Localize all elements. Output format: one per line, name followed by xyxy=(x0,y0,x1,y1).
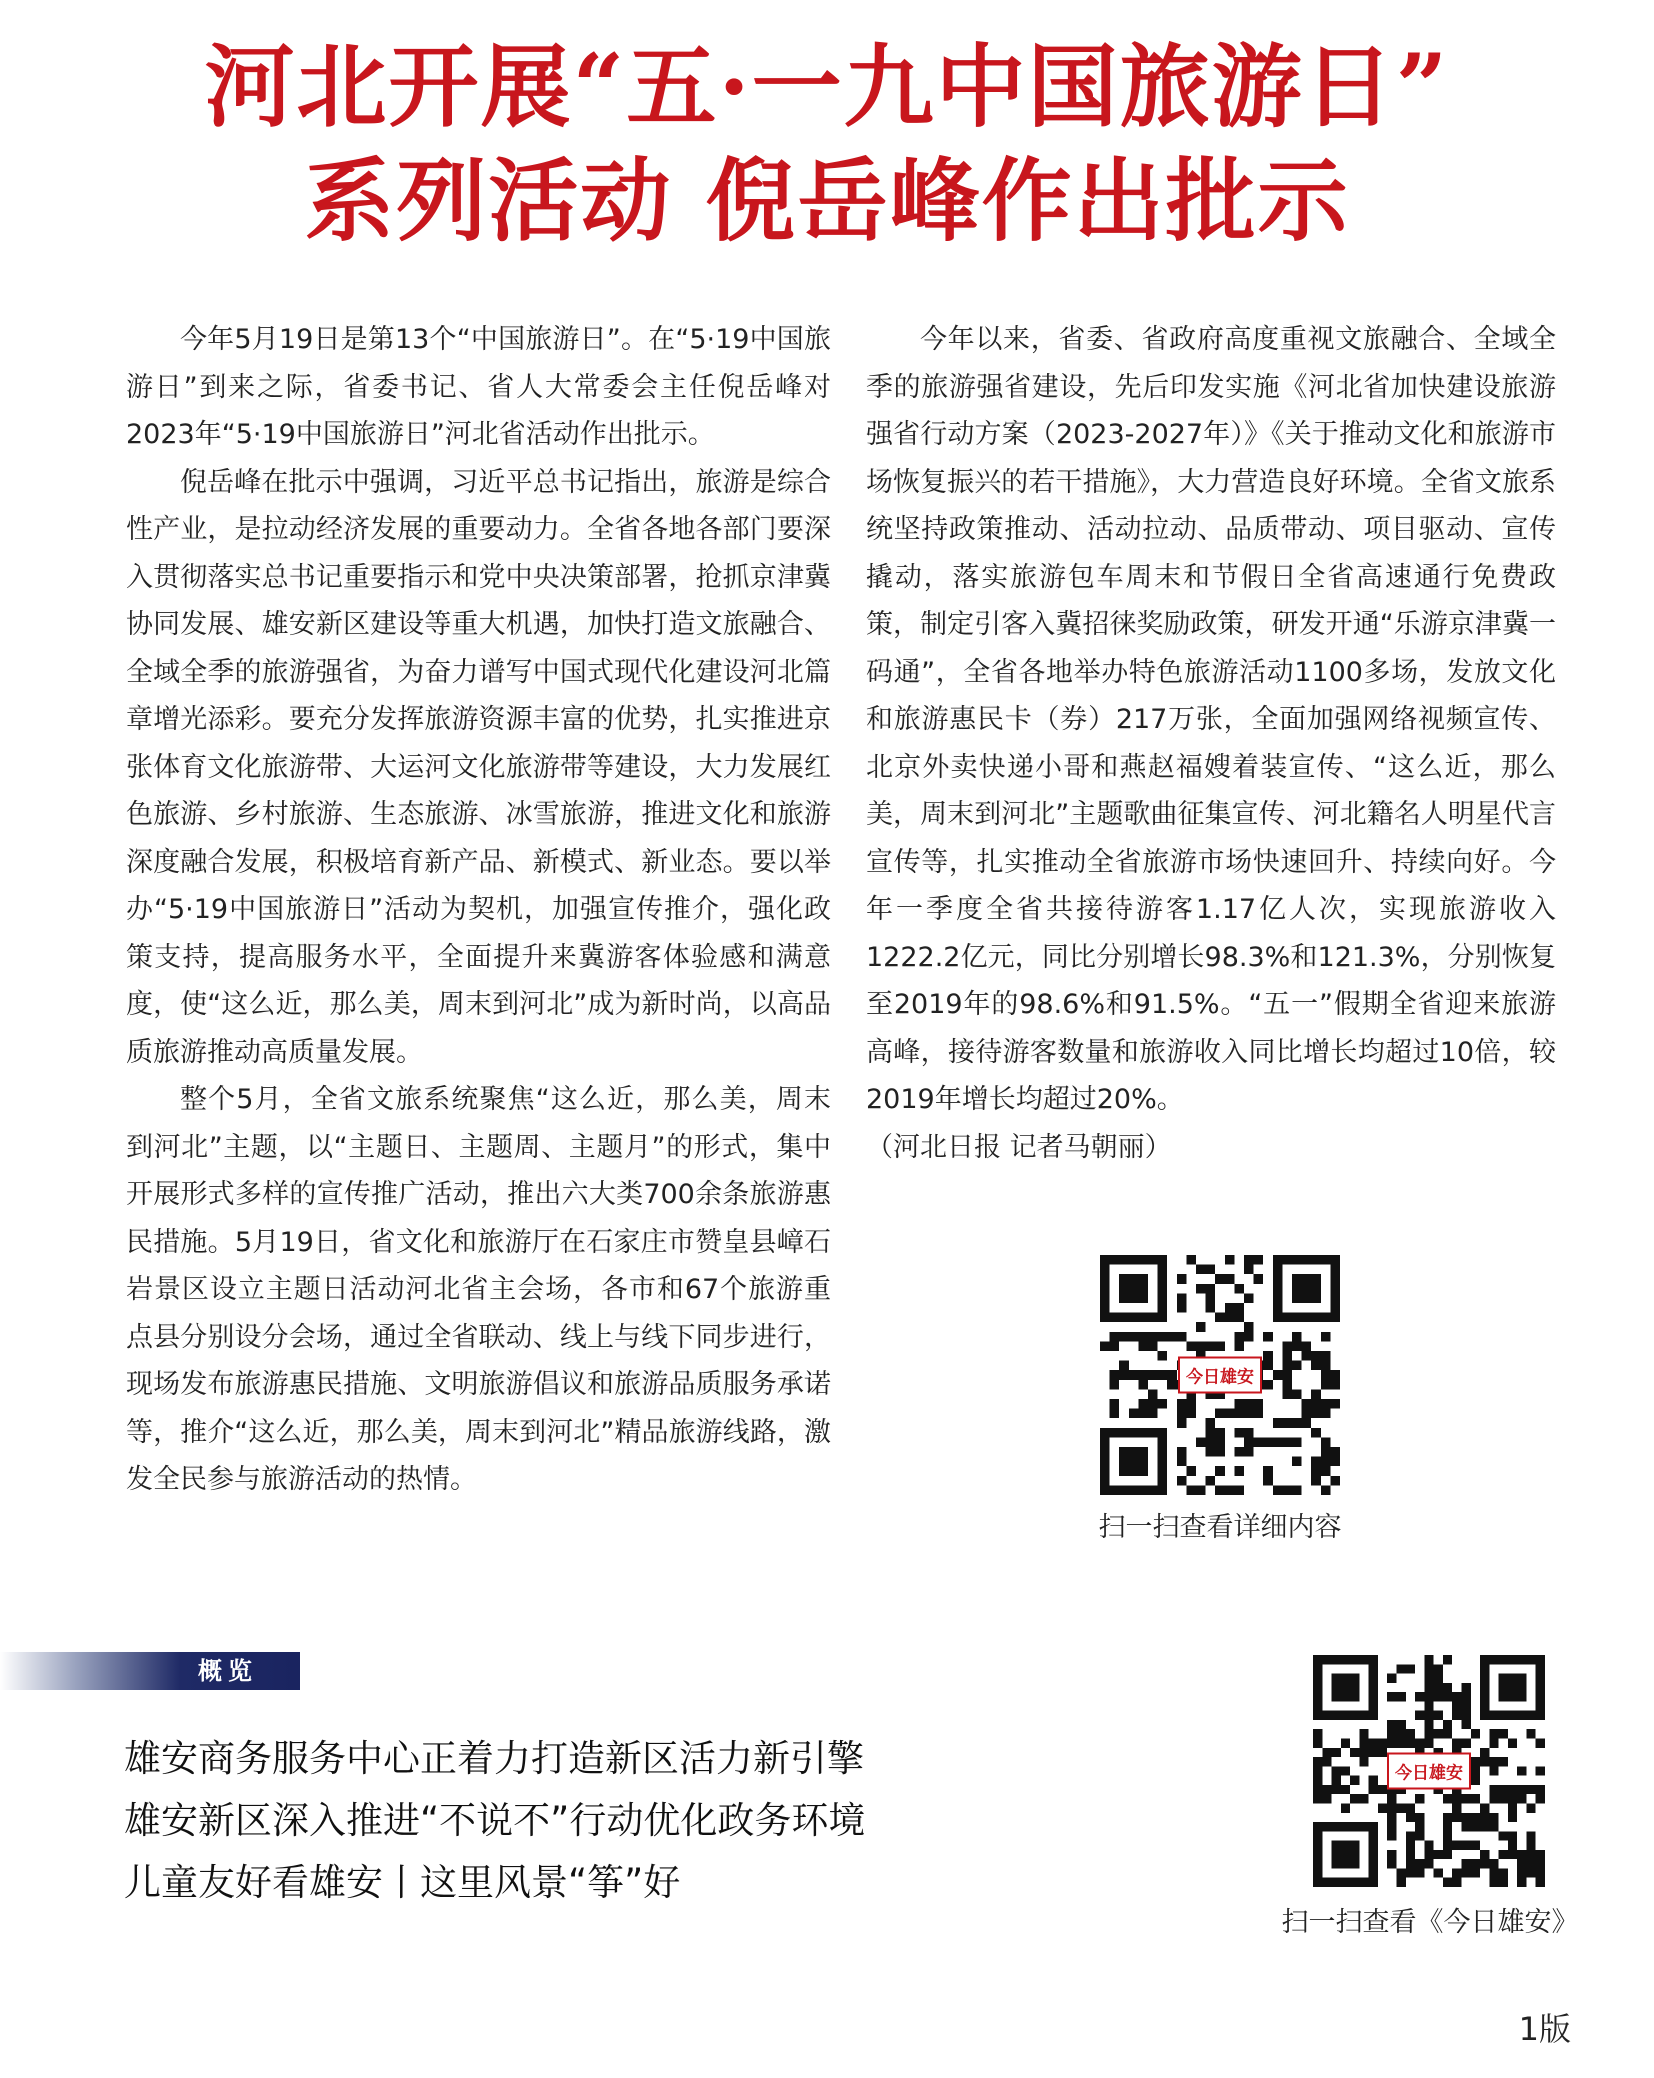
overview-headline-item[interactable]: 儿童友好看雄安丨这里风景“筝”好 xyxy=(124,1861,681,1904)
page-number: 1版 xyxy=(1518,2010,1571,2048)
article-qr-code[interactable] xyxy=(1100,1255,1340,1495)
overview-headline-item[interactable]: 雄安商务服务中心正着力打造新区活力新引擎 xyxy=(124,1737,864,1780)
article-paragraph: 倪岳峰在批示中强调，习近平总书记指出，旅游是综合性产业，是拉动经济发展的重要动力。全省各地各部门要深入贯彻落实总书记重要指示和党中央决策部署，抢抓京津冀协同发展、雄安新区建设等重大机遇，加快打造文旅融合、全域全季的旅游强省，为奋力谱写中国式现代化建设河北篇章增光添彩。要充分发挥旅游资源丰富的优势，扎实推进京张体育文化旅游带、大运河文化旅游带等建设，大力发展红色旅游、乡村旅游、生态旅游、冰雪旅游，推进文化和旅游深度融合发展，积极培育新产品、新模式、新业态。要以举办“5·19中国旅游日”活动为契机，加强宣传推介，强化政策支持，提高服务水平，全面提升来冀游客体验感和满意度，使“这么近，那么美，周末到河北”成为新时尚，以高品质旅游推动高质量发展。 xyxy=(126,466,831,1068)
qr-logo-badge: 今日雄安 xyxy=(1387,1753,1471,1790)
article-paragraph: 今年5月19日是第13个“中国旅游日”。在“5·19中国旅游日”到来之际，省委书记、省人大常委会主任倪岳峰对2023年“5·19中国旅游日”河北省活动作出批示。 xyxy=(126,324,831,450)
paper-qr-code[interactable] xyxy=(1313,1655,1545,1887)
article-byline: （河北日报 记者马朝丽） xyxy=(866,1131,1172,1163)
article-column-left xyxy=(126,316,831,1504)
article-paragraph: 整个5月，全省文旅系统聚焦“这么近，那么美，周末到河北”主题，以“主题日、主题周、主题月”的形式，集中开展形式多样的宣传推广活动，推出六大类700余条旅游惠民措施。5月19日，省文化和旅游厅在石家庄市赞皇县嶂石岩景区设立主题日活动河北省主会场，各市和67个旅游重点县分别设分会场，通过全省联动、线上与线下同步进行，现场发布旅游惠民措施、文明旅游倡议和旅游品质服务承诺等，推介“这么近，那么美，周末到河北”精品旅游线路，激发全民参与旅游活动的热情。 xyxy=(126,1084,831,1495)
overview-section-band xyxy=(0,1652,300,1690)
paper-qr-caption: 扫一扫查看《今日雄安》 xyxy=(1281,1907,1579,1938)
qr-logo-badge: 今日雄安 xyxy=(1178,1357,1262,1394)
overview-label: 概览 xyxy=(198,1657,258,1685)
article-paragraph: 今年以来，省委、省政府高度重视文旅融合、全域全季的旅游强省建设，先后印发实施《河北省加快建设旅游强省行动方案（2023-2027年）》《关于推动文化和旅游市场恢复振兴的若干措施》，大力营造良好环境。全省文旅系统坚持政策推动、活动拉动、品质带动、项目驱动、宣传撬动，落实旅游包车周末和节假日全省高速通行免费政策，制定引客入冀招徕奖励政策，研发开通“乐游京津冀一码通”，全省各地举办特色旅游活动1100多场，发放文化和旅游惠民卡（券）217万张，全面加强网络视频宣传、北京外卖快递小哥和燕赵福嫂着装宣传、“这么近，那么美，周末到河北”主题歌曲征集宣传、河北籍名人明星代言宣传等，扎实推动全省旅游市场快速回升、持续向好。今年一季度全省共接待游客1.17亿人次，实现旅游收入1222.2亿元，同比分别增长98.3%和121.3%，分别恢复至2019年的98.6%和91.5%。“五一”假期全省迎来旅游高峰，接待游客数量和旅游收入同比增长均超过10倍，较2019年增长均超过20%。 xyxy=(866,324,1556,1115)
overview-headline-item[interactable]: 雄安新区深入推进“不说不”行动优化政务环境 xyxy=(124,1799,866,1842)
article-qr-caption: 扫一扫查看详细内容 xyxy=(1098,1512,1342,1543)
article-column-right xyxy=(866,316,1556,1171)
headline-line-2: 系列活动 倪岳峰作出批示 xyxy=(304,148,1350,254)
headline-line-1: 河北开展“五·一九中国旅游日” xyxy=(204,34,1450,140)
